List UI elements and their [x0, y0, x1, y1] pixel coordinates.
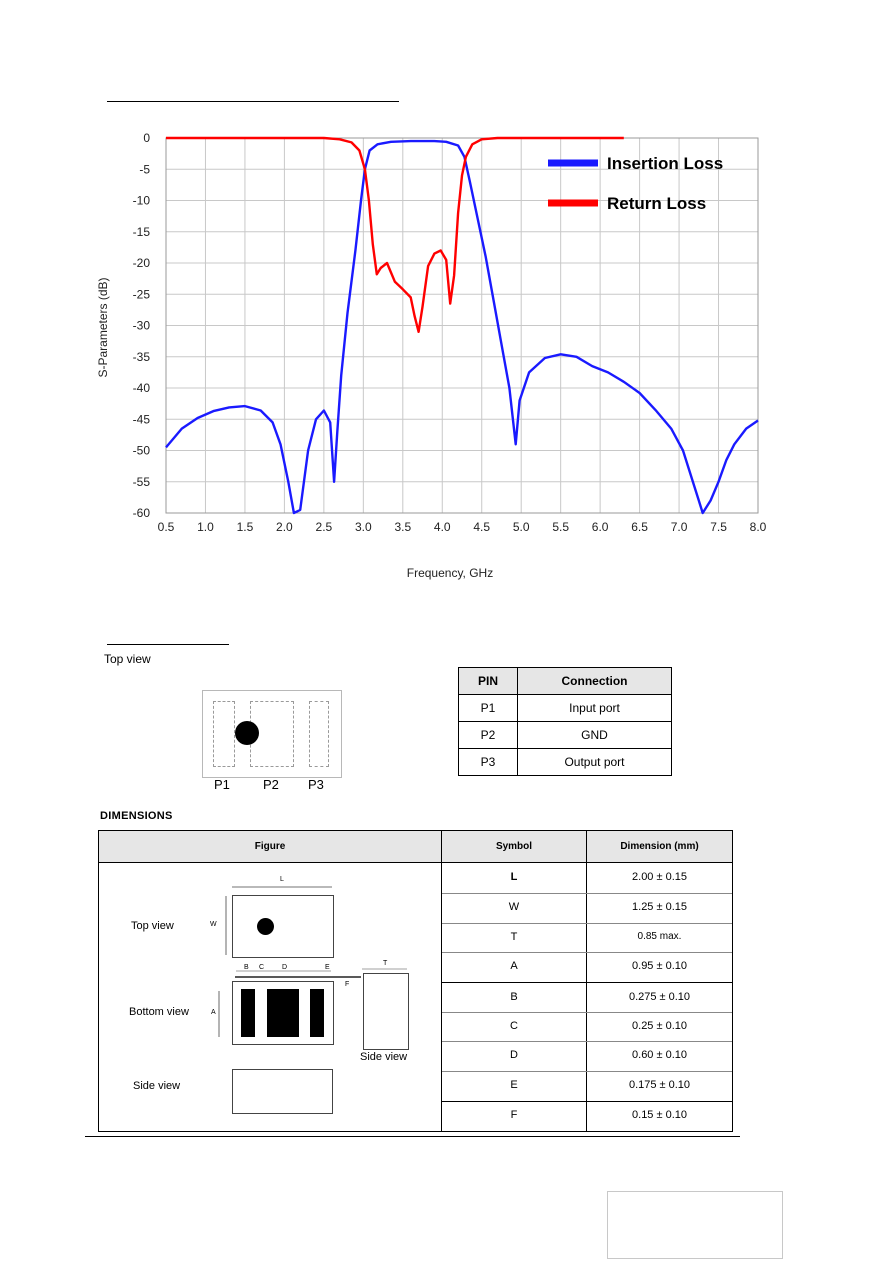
dim-letter-b: B	[244, 964, 249, 971]
y-tick-label: -60	[132, 506, 150, 520]
dimension-cell: 2.00 ± 0.15	[632, 871, 687, 883]
s-parameter-chart	[90, 120, 780, 590]
figure-header: Figure	[254, 841, 286, 852]
connection-cell: Output port	[518, 749, 672, 776]
symbol-cell: A	[510, 960, 518, 972]
y-tick-label: -40	[132, 381, 150, 395]
dimension-cell: 0.275 ± 0.10	[628, 991, 691, 1003]
y-tick-label: -15	[132, 224, 150, 239]
row-divider	[442, 893, 732, 894]
pin1-marker-dot	[257, 918, 274, 935]
x-tick-label: 6.0	[591, 520, 609, 534]
dimensions-title: DIMENSIONS	[100, 810, 173, 822]
dim-letter-w: W	[210, 921, 217, 928]
symbol-cell: L	[510, 871, 518, 883]
x-tick-label: 8.0	[749, 520, 767, 534]
y-tick-label: -5	[139, 162, 150, 177]
symbol-cell: C	[510, 1020, 518, 1032]
dimension-cell: 0.60 ± 0.10	[632, 1049, 687, 1061]
x-tick-label: 5.5	[552, 520, 570, 534]
x-tick-label: 7.5	[710, 520, 727, 534]
symbol-header: Symbol	[495, 841, 533, 852]
connection-cell: GND	[518, 722, 672, 749]
dim-letter-d: D	[282, 964, 288, 971]
y-tick-label: -35	[132, 349, 150, 364]
dimension-cell: 0.95 ± 0.10	[632, 960, 687, 972]
x-tick-label: 6.5	[631, 520, 648, 534]
row-divider	[442, 923, 732, 924]
y-tick-label: -50	[132, 443, 150, 458]
pinout-section-rule	[107, 644, 229, 645]
pad-p1	[241, 989, 255, 1037]
symbol-cell: E	[510, 1079, 518, 1091]
dim-letter-t: T	[383, 960, 388, 967]
y-tick-label: -55	[132, 474, 150, 489]
x-tick-label: 7.0	[670, 520, 688, 534]
pin-label-p3: P3	[308, 777, 324, 792]
y-tick-label: 0	[143, 131, 150, 145]
x-tick-label: 3.0	[354, 520, 372, 534]
symbol-cell: F	[510, 1109, 518, 1121]
pin-label-p1: P1	[214, 777, 230, 792]
dim-letter-a: A	[211, 1009, 216, 1016]
y-axis-title: S-Parameters (dB)	[96, 277, 110, 378]
pad-p3	[310, 989, 324, 1037]
row-divider	[442, 1041, 732, 1042]
x-tick-label: 1.0	[197, 520, 214, 534]
x-tick-label: 2.0	[276, 520, 293, 534]
top-view-caption: Top view	[104, 652, 151, 666]
approval-stamp-box	[607, 1191, 783, 1259]
dimension-cell: 0.85 max.	[637, 931, 682, 942]
dim-letter-f: F	[345, 981, 350, 988]
pad-outline-p1	[213, 701, 235, 767]
row-divider	[442, 1012, 732, 1013]
legend-label: Insertion Loss	[607, 154, 724, 173]
dimension-cell: 1.25 ± 0.15	[632, 901, 687, 913]
y-tick-label: -10	[132, 193, 150, 208]
chart-section-rule	[107, 101, 399, 102]
symbol-cell: T	[510, 931, 518, 943]
dimension-cell: 0.15 ± 0.10	[632, 1109, 687, 1121]
figure-side-view-label: Side view	[133, 1080, 181, 1092]
dim-letter-c: C	[259, 964, 265, 971]
pad-outline-p3	[309, 701, 329, 767]
x-tick-label: 1.5	[236, 520, 254, 534]
row-divider	[442, 1071, 732, 1072]
y-tick-label: -25	[132, 287, 150, 302]
pad-p2	[267, 989, 299, 1037]
legend-label: Return Loss	[607, 194, 707, 213]
footer-rule	[85, 1136, 740, 1137]
symbol-cell: B	[510, 991, 518, 1003]
side-view-small-drawing	[363, 973, 409, 1050]
connection-cell: Input port	[518, 695, 672, 722]
top-view-package	[202, 690, 342, 778]
dim-letter-e: E	[325, 964, 330, 971]
table-row	[459, 695, 672, 722]
x-tick-label: 5.0	[512, 520, 530, 534]
table-row	[459, 749, 672, 776]
pin1-marker-dot	[235, 721, 259, 745]
y-tick-label: -45	[132, 412, 150, 427]
dimension-cell: 0.25 ± 0.10	[632, 1020, 687, 1032]
symbol-cell: D	[510, 1049, 518, 1061]
figure-bottom-view-label: Bottom view	[129, 1006, 189, 1018]
connection-header: Connection	[518, 668, 672, 695]
dimensions-table	[98, 830, 733, 1132]
figure-side-view-small-label: Side view	[360, 1051, 408, 1063]
x-tick-label: 3.5	[394, 520, 412, 534]
y-tick-label: -20	[132, 256, 150, 270]
pin-header: PIN	[459, 668, 518, 695]
pin-table-header	[459, 668, 672, 695]
dim-letter-l: L	[280, 876, 284, 883]
row-divider	[442, 1101, 732, 1102]
row-divider	[442, 982, 732, 983]
pin-connection-table	[458, 667, 672, 776]
symbol-cell: W	[508, 901, 520, 913]
pin-cell: P3	[459, 749, 518, 776]
y-tick-label: -30	[132, 318, 150, 333]
x-axis-title: Frequency, GHz	[406, 566, 494, 580]
chart-svg	[90, 120, 780, 590]
dimension-cell: 0.175 ± 0.10	[628, 1079, 691, 1091]
pin-cell: P2	[459, 722, 518, 749]
figure-top-view-label: Top view	[131, 920, 174, 932]
table-row	[459, 722, 672, 749]
x-tick-label: 0.5	[157, 520, 175, 534]
x-tick-label: 4.0	[433, 520, 451, 534]
pin-cell: P1	[459, 695, 518, 722]
pin-label-p2: P2	[263, 777, 279, 792]
row-divider	[442, 952, 732, 953]
side-view-drawing	[232, 1069, 333, 1114]
bottom-view-drawing	[232, 981, 334, 1045]
top-view-drawing	[232, 895, 334, 958]
dimension-header: Dimension (mm)	[620, 841, 699, 852]
x-tick-label: 2.5	[315, 520, 333, 534]
x-tick-label: 4.5	[473, 520, 491, 534]
